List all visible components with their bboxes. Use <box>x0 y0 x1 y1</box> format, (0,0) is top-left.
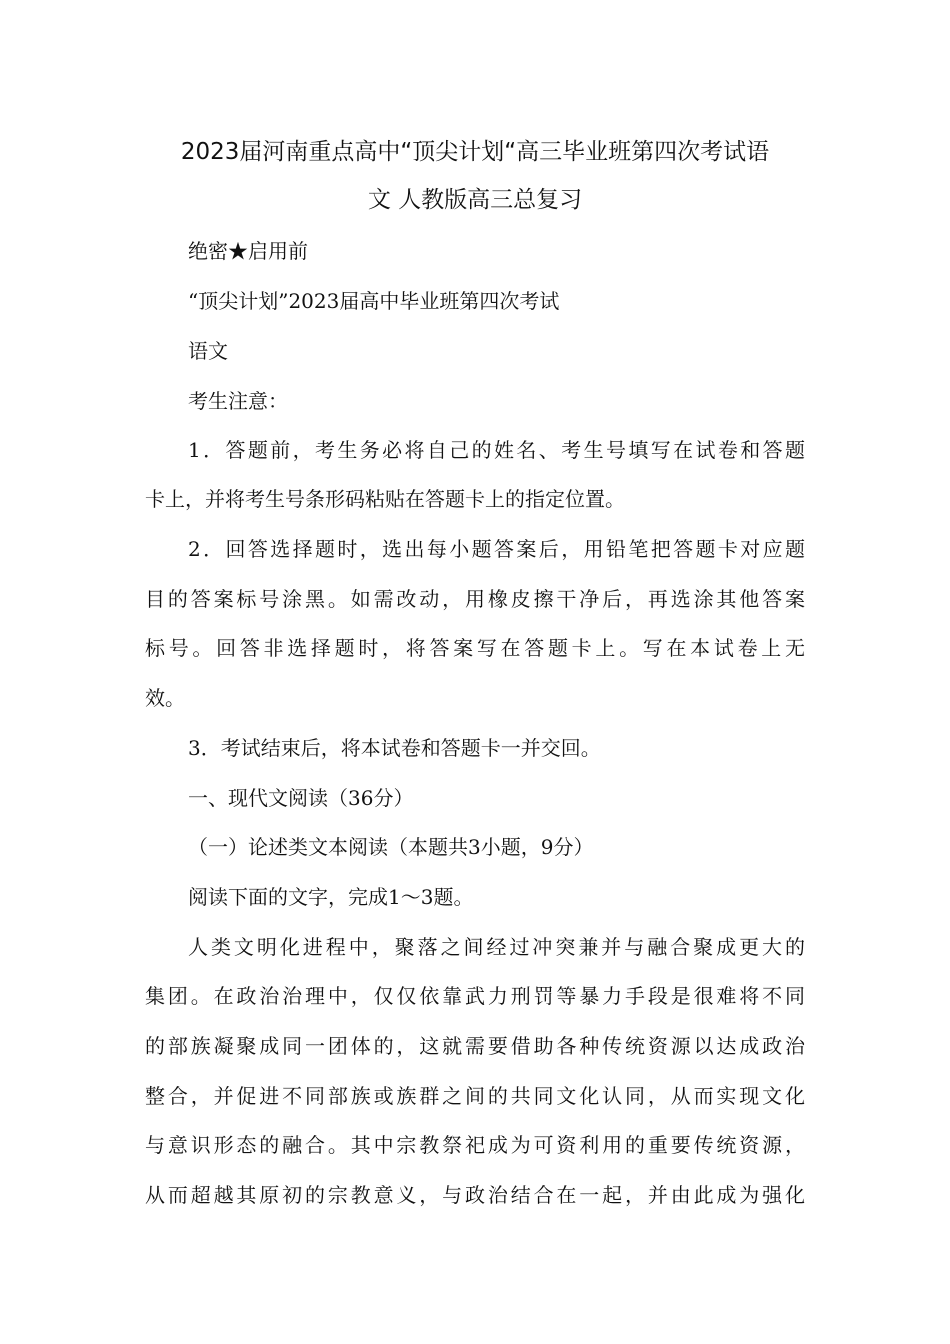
notice-item-2-line-1: 2．回答选择题时，选出每小题答案后，用铅笔把答题卡对应题 <box>188 537 805 561</box>
notice-item-1-line-2: 卡上，并将考生号条形码粘贴在答题卡上的指定位置。 <box>145 487 625 511</box>
passage-line-3: 的部族凝聚成同一团体的，这就需要借助各种传统资源以达成政治 <box>145 1034 805 1058</box>
subsection-heading: （一）论述类文本阅读（本题共3小题，9分） <box>188 835 594 859</box>
document-title-line-2: 文 人教版高三总复习 <box>367 187 583 213</box>
document-title-line-1: 2023届河南重点高中“顶尖计划“高三毕业班第四次考试语 <box>180 139 770 165</box>
passage-line-2: 集团。在政治治理中，仅仅依靠武力刑罚等暴力手段是很难将不同 <box>145 984 805 1008</box>
subject-label: 语文 <box>188 339 228 363</box>
notice-heading: 考生注意： <box>188 389 288 413</box>
passage-line-4: 整合，并促进不同部族或族群之间的共同文化认同，从而实现文化 <box>145 1084 805 1108</box>
section-heading: 一、现代文阅读（36分） <box>188 786 414 810</box>
exam-name: “顶尖计划”2023届高中毕业班第四次考试 <box>188 289 560 313</box>
notice-item-2-line-2: 目的答案标号涂黑。如需改动，用橡皮擦干净后，再选涂其他答案 <box>145 587 805 611</box>
notice-item-2-line-3: 标号。回答非选择题时，将答案写在答题卡上。写在本试卷上无 <box>145 636 805 660</box>
confidential-label: 绝密★启用前 <box>188 239 308 263</box>
passage-line-6: 从而超越其原初的宗教意义，与政治结合在一起，并由此成为强化 <box>145 1183 805 1207</box>
notice-item-1-line-1: 1．答题前，考生务必将自己的姓名、考生号填写在试卷和答题 <box>188 438 805 462</box>
passage-line-1: 人类文明化进程中，聚落之间经过冲突兼并与融合聚成更大的 <box>188 935 805 959</box>
passage-line-5: 与意识形态的融合。其中宗教祭祀成为可资利用的重要传统资源， <box>145 1133 805 1157</box>
notice-item-3: 3．考试结束后，将本试卷和答题卡一并交回。 <box>188 736 601 760</box>
notice-item-2-line-4: 效。 <box>145 686 185 710</box>
reading-instruction: 阅读下面的文字，完成1～3题。 <box>188 885 474 909</box>
